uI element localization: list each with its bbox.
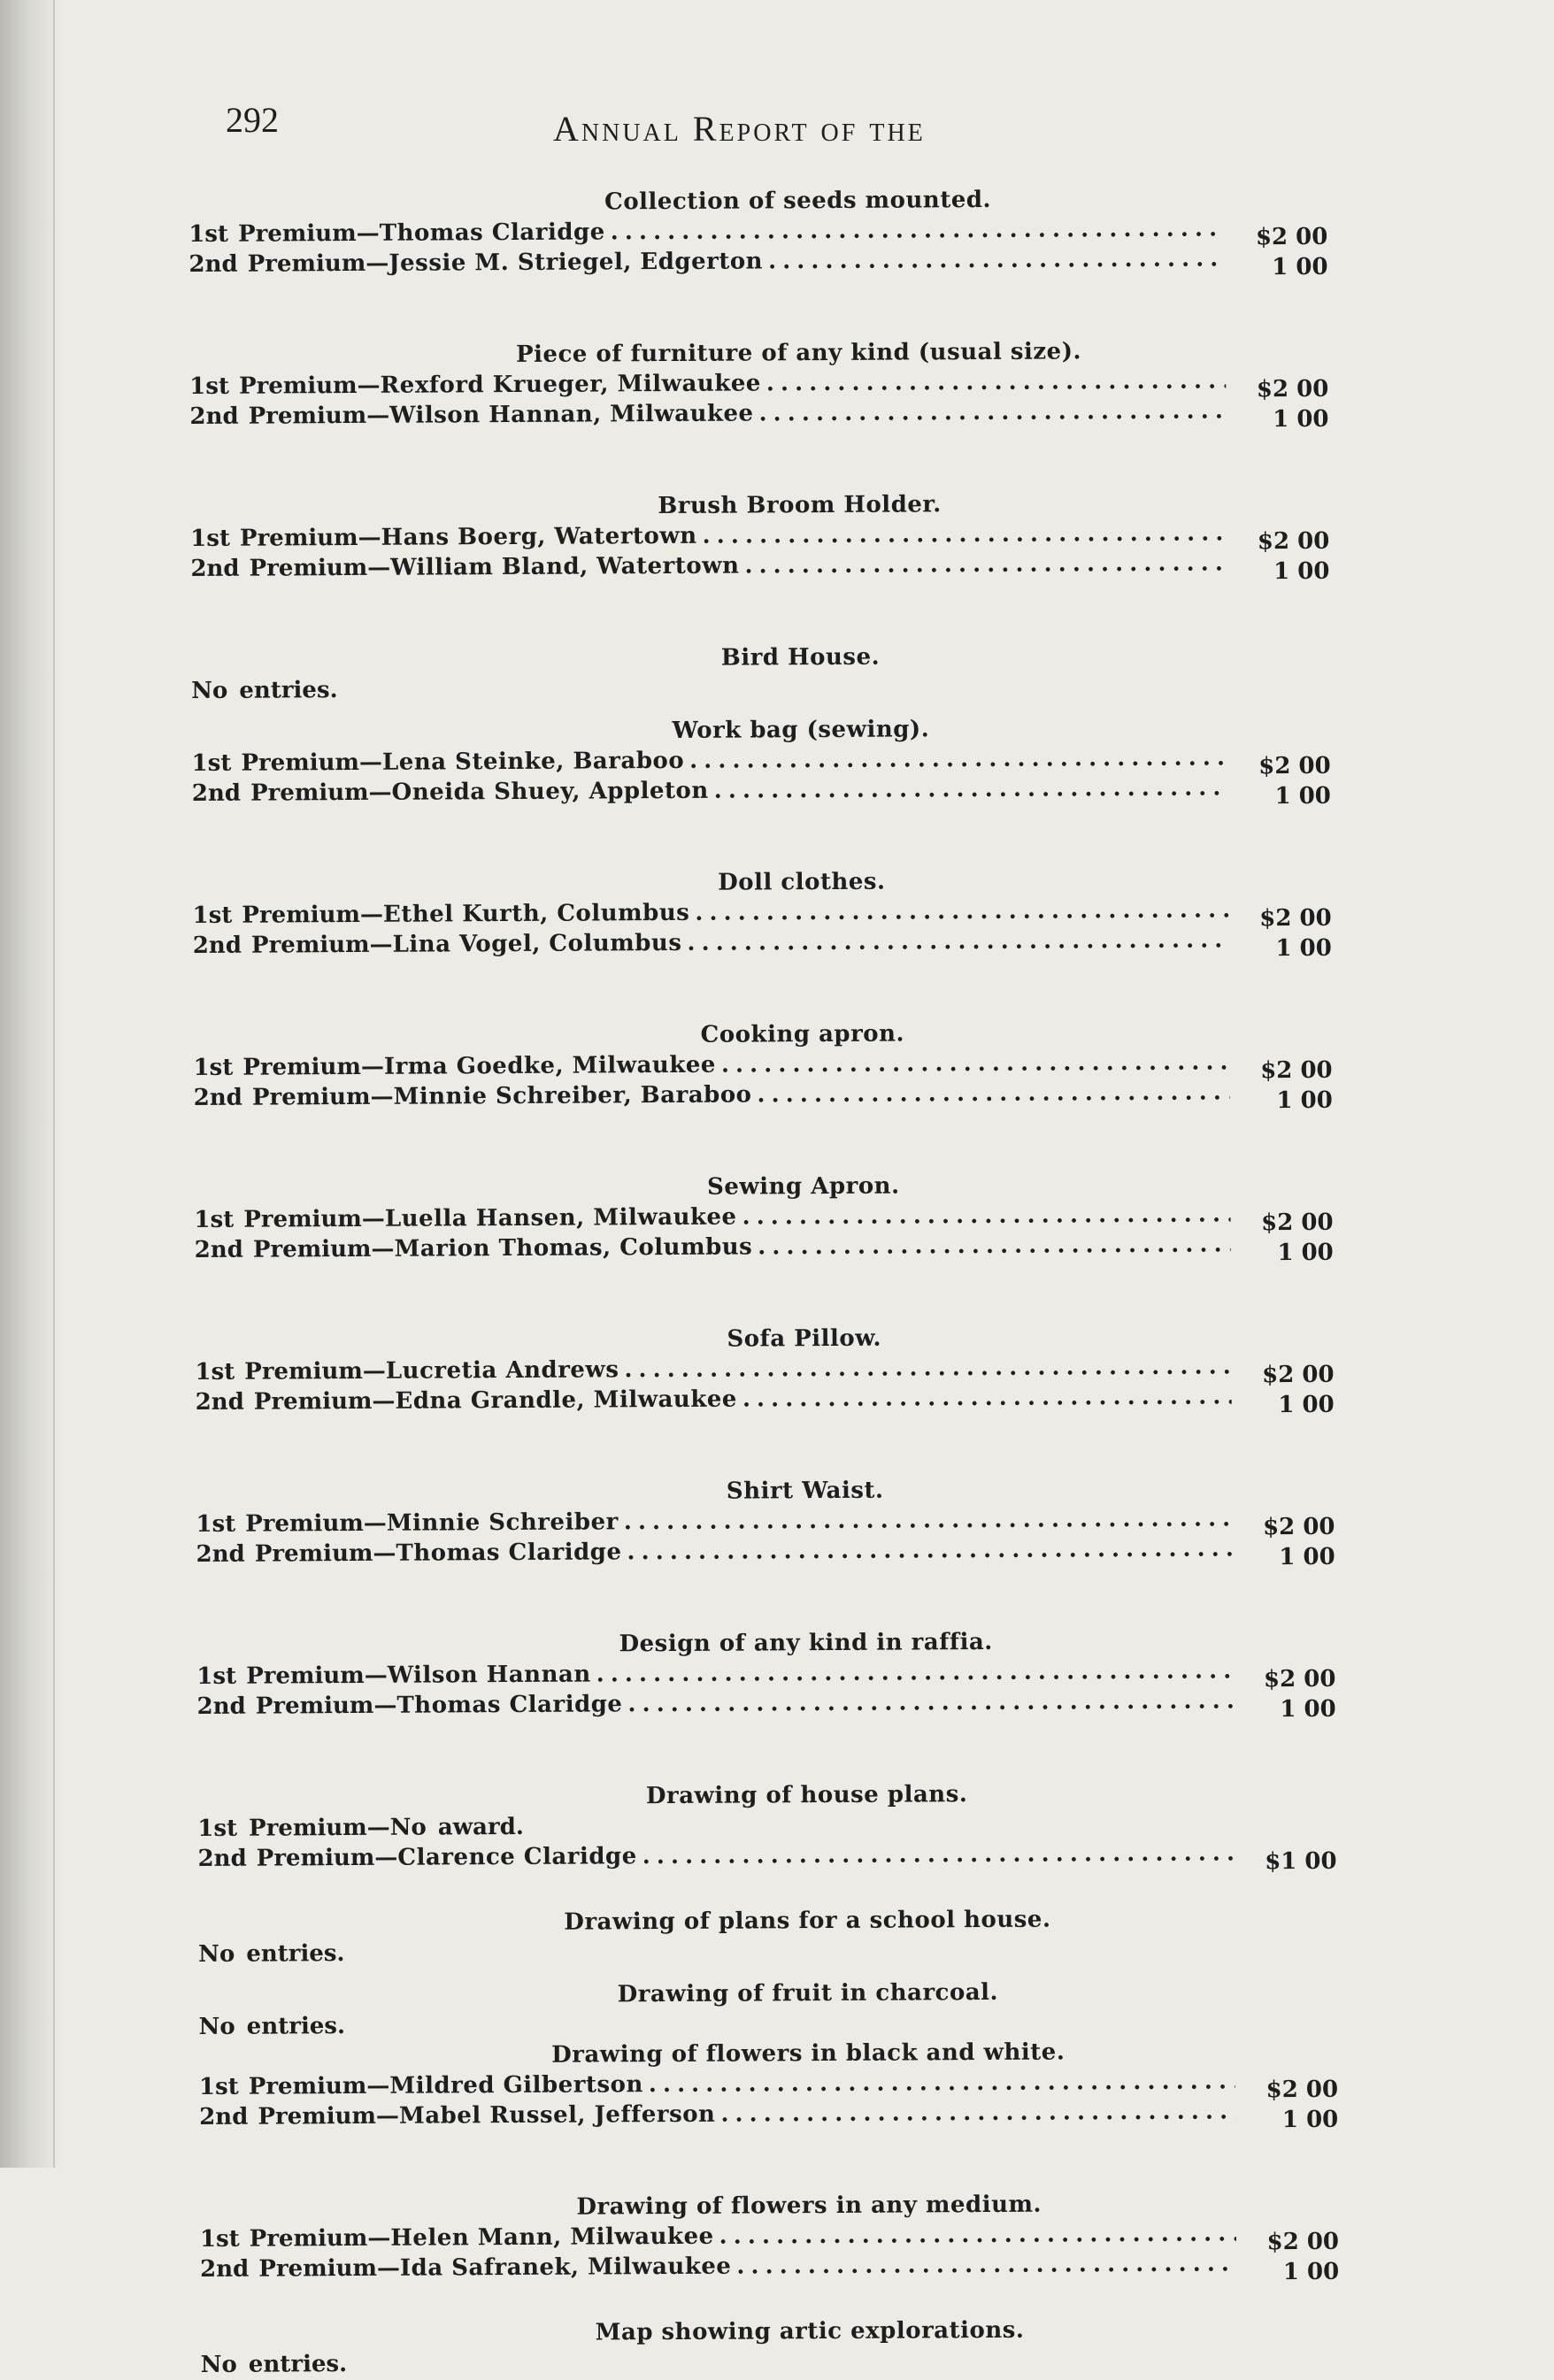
section-fruit-charcoal (198, 1976, 1337, 2042)
section-heading: Brush Broom Holder. (658, 491, 942, 520)
section-seeds (188, 183, 1328, 280)
award-amount: 1 00 (1278, 1391, 1335, 1419)
section-doll-clothes (192, 864, 1332, 961)
winner-name: Ethel Kurth, Columbus (382, 899, 690, 928)
premium-rank: 1st Premium— (188, 219, 380, 248)
premium-rank: 1st Premium— (195, 1357, 386, 1386)
dot-leader (744, 548, 1227, 580)
premium-rank: 1st Premium— (196, 1509, 387, 1538)
premium-rank: 1st Premium— (196, 1662, 388, 1690)
winner-name: Luella Hansen, Milwaukee (384, 1203, 737, 1232)
premium-rank: 2nd Premium— (194, 1235, 395, 1263)
winner-name: Thomas Claridge (396, 1691, 623, 1719)
section-sofa-pillow (195, 1321, 1335, 1417)
premium-rank: 2nd Premium— (193, 1083, 394, 1111)
dot-leader (720, 2096, 1235, 2129)
award-amount: 1 00 (1273, 405, 1329, 434)
winner-name: William Bland, Watertown (390, 552, 740, 581)
section-heading: Work bag (sewing). (672, 716, 930, 744)
section-heading: Sofa Pillow. (727, 1324, 882, 1353)
premium-rank: 1st Premium— (190, 524, 381, 552)
award-row (193, 925, 1332, 961)
section-bird-house (191, 640, 1330, 706)
award-amount: 1 00 (1280, 1695, 1336, 1724)
premium-rank: 2nd Premium— (188, 250, 389, 278)
section-arctic-map (200, 2314, 1339, 2380)
section-heading: Piece of furniture of any kind (usual size). (515, 338, 1082, 368)
dot-leader (742, 1199, 1230, 1232)
award-amount: 1 00 (1274, 782, 1331, 810)
premium-rank: 2nd Premium— (191, 779, 392, 807)
dot-leader (766, 365, 1227, 398)
award-amount: 1 00 (1275, 934, 1332, 963)
premium-rank: 2nd Premium— (196, 1539, 396, 1568)
award-row (200, 2248, 1339, 2284)
section-raffia-design (196, 1625, 1336, 1722)
section-heading: Collection of seeds mounted. (604, 186, 992, 216)
no-award-note: 1st Premium—No award. (197, 1813, 524, 1842)
award-row (190, 548, 1329, 584)
section-heading: Drawing of flowers in any medium. (576, 2191, 1042, 2221)
no-entries-note: No entries. (200, 2351, 348, 2378)
award-amount: $2 00 (1256, 375, 1329, 403)
dot-leader (624, 1351, 1231, 1385)
premium-rank: 2nd Premium— (196, 1692, 397, 1720)
page-number: 292 (226, 100, 279, 140)
winner-name: Irma Goedke, Milwaukee (383, 1051, 716, 1080)
section-heading: Shirt Waist. (726, 1477, 884, 1505)
award-amount: 1 00 (1272, 253, 1328, 281)
section-heading: Sewing Apron. (706, 1172, 900, 1201)
section-broom-holder (190, 488, 1330, 584)
section-heading: Bird House. (720, 643, 881, 672)
premium-rank: 1st Premium— (193, 1053, 385, 1081)
section-heading: Cooking apron. (700, 1020, 905, 1048)
award-amount: $2 00 (1266, 2228, 1340, 2256)
award-amount: 1 00 (1282, 2258, 1340, 2286)
dot-leader (687, 925, 1229, 957)
dot-leader (624, 1503, 1233, 1537)
award-row (196, 1533, 1335, 1570)
winner-name: Hans Boerg, Watertown (381, 522, 697, 551)
dot-leader (719, 2218, 1236, 2251)
award-row (189, 395, 1328, 432)
dot-leader (742, 1381, 1232, 1414)
dot-leader (703, 518, 1227, 550)
section-shirt-waist (196, 1473, 1335, 1570)
winner-name: Lena Steinke, Baraboo (381, 747, 685, 776)
dot-leader (758, 395, 1226, 428)
section-flowers-black-white (199, 2036, 1339, 2132)
dot-leader (649, 2066, 1235, 2100)
award-amount: 1 00 (1279, 1543, 1335, 1571)
award-amount: 1 00 (1281, 2106, 1339, 2134)
winner-name: Rexford Krueger, Milwaukee (380, 370, 761, 399)
dot-leader (627, 1533, 1232, 1567)
dot-leader (689, 742, 1228, 775)
section-sewing-apron (194, 1169, 1334, 1265)
award-amount: $2 00 (1261, 1361, 1335, 1389)
winner-name: Thomas Claridge (396, 1539, 622, 1567)
section-house-plans (197, 1777, 1337, 1874)
section-heading: Drawing of plans for a school house. (564, 1906, 1051, 1936)
winner-name: Thomas Claridge (379, 219, 605, 247)
award-amount: $2 00 (1255, 223, 1328, 251)
binding-line (53, 0, 55, 2168)
section-heading: Doll clothes. (718, 868, 886, 896)
winner-name: Minnie Schreiber (386, 1509, 619, 1537)
winner-name: Minnie Schreiber, Baraboo (393, 1081, 752, 1110)
premium-rank: 1st Premium— (192, 901, 384, 929)
section-school-house-plans (198, 1903, 1337, 1969)
winner-name: Marion Thomas, Columbus (394, 1233, 753, 1263)
award-amount: $2 00 (1258, 752, 1331, 780)
winner-name: Edna Grandle, Milwaukee (395, 1386, 737, 1415)
dot-leader (642, 1838, 1235, 1871)
dot-leader (596, 1655, 1234, 1689)
award-row (196, 1381, 1335, 1417)
award-row (195, 1229, 1334, 1265)
winner-name: Lucretia Andrews (385, 1356, 619, 1385)
section-cooking-apron (193, 1017, 1333, 1113)
section-heading: Map showing artic explorations. (595, 2316, 1025, 2346)
section-flowers-any-medium (200, 2188, 1340, 2284)
award-amount: 1 00 (1276, 1086, 1333, 1115)
winner-name: Lina Vogel, Columbus (392, 929, 682, 958)
no-entries-note: No entries. (198, 2013, 346, 2040)
premium-list (188, 183, 1340, 2380)
dot-leader (736, 2248, 1236, 2281)
no-entries-note: No entries. (198, 1940, 345, 1968)
award-amount: 1 00 (1277, 1239, 1334, 1267)
winner-name: Oneida Shuey, Appleton (391, 777, 709, 806)
premium-rank: 2nd Premium— (190, 554, 391, 582)
award-row (192, 772, 1331, 809)
award-row (197, 1838, 1336, 1874)
premium-rank: 1st Premium— (198, 2072, 390, 2100)
premium-rank: 2nd Premium— (189, 402, 390, 430)
dot-leader (611, 213, 1226, 247)
section-heading: Drawing of fruit in charcoal. (617, 1978, 999, 2008)
award-amount: $1 00 (1265, 1847, 1337, 1876)
winner-name: Ida Safranek, Milwaukee (399, 2253, 732, 2282)
award-amount: $2 00 (1259, 904, 1332, 933)
award-row (199, 2096, 1338, 2132)
winner-name: Mabel Russel, Jefferson (398, 2100, 716, 2130)
dot-leader (757, 1077, 1229, 1109)
award-row (188, 243, 1327, 280)
award-row (194, 1077, 1333, 1113)
premium-rank: 2nd Premium— (199, 2102, 400, 2130)
premium-rank: 1st Premium— (194, 1205, 385, 1233)
premium-rank: 2nd Premium— (197, 1844, 398, 1872)
premium-rank: 2nd Premium— (192, 931, 393, 959)
premium-rank: 2nd Premium— (200, 2254, 401, 2283)
premium-rank: 1st Premium— (191, 749, 383, 777)
dot-leader (627, 1685, 1233, 1719)
section-heading: Drawing of flowers in black and white. (551, 2038, 1065, 2069)
award-amount: $2 00 (1260, 1056, 1333, 1085)
no-entries-note: No entries. (191, 677, 338, 704)
winner-name: Mildred Gilbertson (389, 2071, 643, 2100)
dot-leader (721, 1047, 1230, 1079)
winner-name: Wilson Hannan (387, 1661, 591, 1689)
award-row (196, 1685, 1335, 1722)
award-amount: $2 00 (1261, 1209, 1334, 1237)
section-furniture (189, 335, 1329, 432)
winner-name: Clarence Claridge (397, 1843, 637, 1871)
award-amount: $2 00 (1263, 1665, 1336, 1693)
running-head: Annual Report of the (553, 109, 926, 149)
dot-leader (714, 772, 1228, 805)
award-amount: $2 00 (1257, 527, 1330, 556)
premium-rank: 1st Premium— (189, 372, 381, 400)
premium-rank: 1st Premium— (199, 2224, 391, 2253)
award-amount: 1 00 (1273, 557, 1330, 586)
dot-leader (758, 1229, 1231, 1262)
winner-name: Helen Mann, Milwaukee (390, 2223, 714, 2252)
section-heading: Drawing of house plans. (645, 1781, 968, 1810)
section-work-bag (191, 712, 1331, 809)
winner-name: Wilson Hannan, Milwaukee (389, 400, 754, 429)
award-amount: $2 00 (1262, 1513, 1335, 1541)
premium-rank: 2nd Premium— (195, 1387, 396, 1416)
dot-leader (695, 894, 1228, 927)
dot-leader (768, 243, 1226, 276)
section-heading: Design of any kind in raffia. (619, 1628, 993, 1658)
award-amount: $2 00 (1266, 2076, 1339, 2104)
winner-name: Jessie M. Striegel, Edgerton (388, 248, 764, 277)
